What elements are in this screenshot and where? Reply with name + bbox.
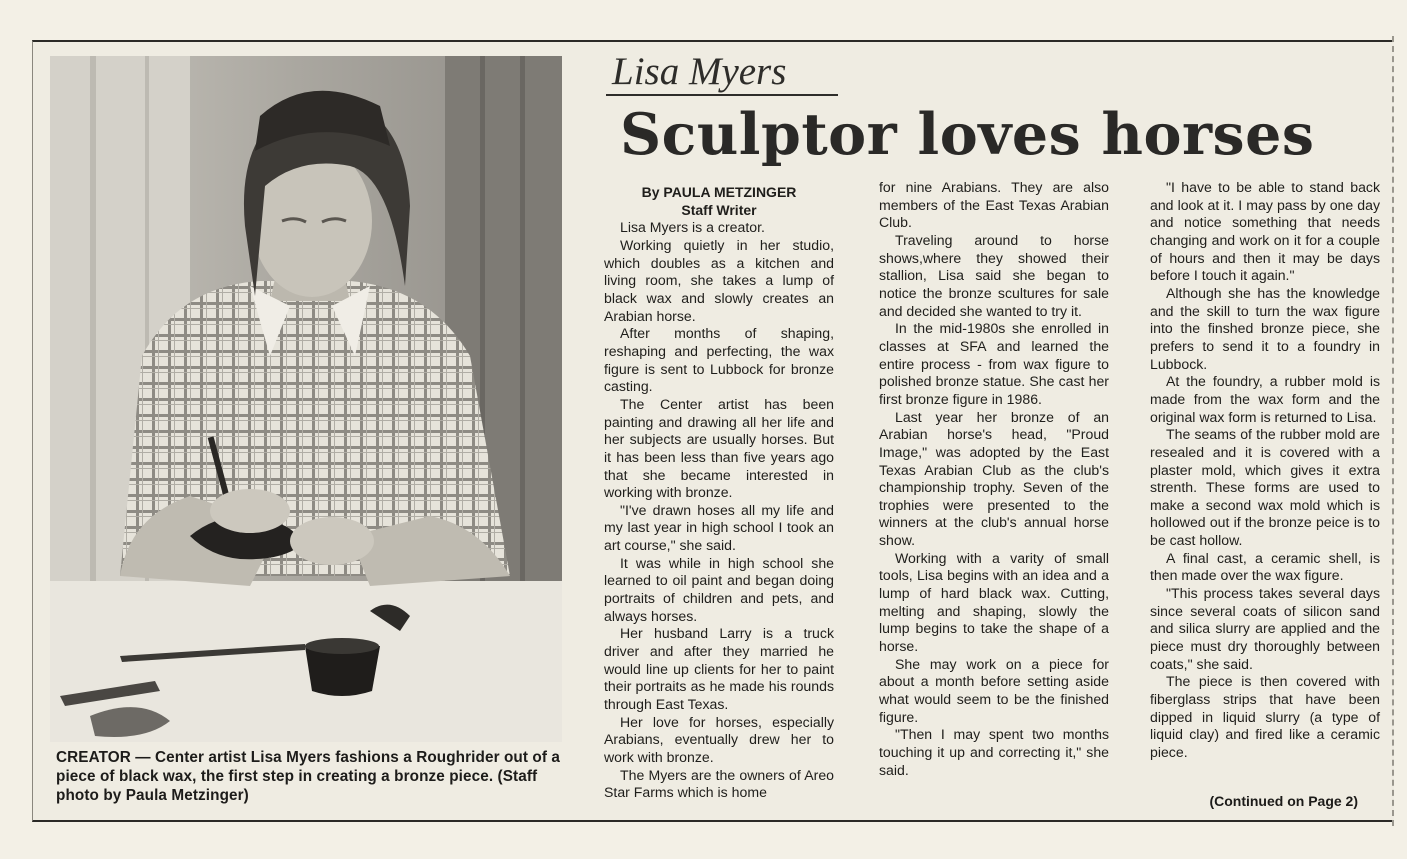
paragraph: Although she has the knowledge and the skill to turn the wax figure into the finshed bronze piece, she prefers to send it to a foundry in Lubbock.: [1150, 284, 1380, 372]
paragraph: Working quietly in her studio, which doubles as a kitchen and living room, she takes a lump of black wax and slowly creates an Arabian horse.: [604, 236, 834, 324]
paragraph: The Center artist has been painting and drawing all her life and her subjects are usually horses. But it has been less than five years ago that she became interested in working with bronze.: [604, 395, 834, 501]
paragraph: "I've drawn hoses all my life and my last year in high school I took an art course," she said.: [604, 501, 834, 554]
paragraph: "This process takes several days since several coats of silicon sand and silica slurry are applied and the piece must dry thoroughly between coats," she said.: [1150, 585, 1380, 672]
byline: [604, 184, 834, 219]
paragraph: Last year her bronze of an Arabian horse's head, "Proud Image," was adopted by the East Texas Arabian Club as the club's championship trophy. Seven of the trophies were presented to the winners at the club's annual horse show.: [879, 408, 1109, 549]
paragraph: The Myers are the owners of Areo Star Farms which is home: [604, 766, 834, 801]
paragraph: Lisa Myers is a creator.: [620, 219, 765, 236]
paragraph: Working with a varity of small tools, Lisa begins with an idea and a lump of hard black wax. Cutting, melting and shaping, slowly the lump begins to take the shape of a horse.: [879, 549, 1109, 655]
paragraph: for nine Arabians. They are also members of the East Texas Arabian Club.: [879, 179, 1109, 231]
paragraph: It was while in high school she learned to oil paint and began doing portraits of children and pets, and always horses.: [604, 554, 834, 624]
paragraph: "I have to be able to stand back and look at it. I may pass by one day and notice something that needs changing and work on it for a couple of hours and then it may be days before I touch it again.": [1150, 179, 1380, 284]
scissor-cut-edge: [1392, 36, 1394, 826]
paragraph: A final cast, a ceramic shell, is then made over the wax figure.: [1150, 549, 1380, 584]
paragraph: The piece is then covered with fiberglass strips that have been dipped in liquid slurry (a type of liquid clay) and fired like a ceramic piece.: [1150, 673, 1380, 760]
paragraph: Traveling around to horse shows,where they showed their stallion, Lisa said she began to notice the bronze scultures for sale and decided she wanted to try it.: [879, 231, 1109, 319]
article-column-1: [604, 184, 834, 802]
article-column-2: [879, 179, 1109, 779]
paragraph: Her husband Larry is a truck driver and after they married he would line up clients for her to paint their portraits as he made his rounds through East Texas.: [604, 625, 834, 713]
headline: Sculptor loves horses: [620, 101, 1315, 168]
paragraph: In the mid-1980s she enrolled in classes at SFA and learned the entire process - from wax figure to polished bronze statue. She cast her first bronze figure in 1986.: [879, 320, 1109, 407]
photo-sculptor-at-work: [50, 56, 562, 742]
byline-role: Staff Writer: [681, 201, 757, 218]
paragraph: "Then I may spent two months touching it up and correcting it," she said.: [879, 726, 1109, 778]
byline-author: By PAULA METZINGER: [641, 184, 797, 200]
article-column-3: [1150, 179, 1380, 762]
paragraph: She may work on a piece for about a month before setting aside what would seem to be the finished figure.: [879, 655, 1109, 725]
continued-jump-line: (Continued on Page 2): [1209, 793, 1358, 809]
paragraph: At the foundry, a rubber mold is made from the wax form and the original wax form is returned to Lisa.: [1150, 373, 1380, 425]
kicker-title: Lisa Myers: [606, 50, 838, 96]
photo-caption: CREATOR — Center artist Lisa Myers fashions a Roughrider out of a piece of black wax, the first step in creating a bronze piece. (Staff photo by Paula Metzinger): [56, 749, 561, 804]
paragraph: After months of shaping, reshaping and perfecting, the wax figure is sent to Lubbock for bronze casting.: [604, 325, 834, 395]
paragraph: Her love for horses, especially Arabians, eventually drew her to work with bronze.: [604, 713, 834, 765]
paragraph: The seams of the rubber mold are resealed and it is covered with a plaster mold, which gives it extra strenth. These forms are used to make a second wax mold which is hollowed out if the bronze peice is to be cast hollow.: [1150, 426, 1380, 549]
